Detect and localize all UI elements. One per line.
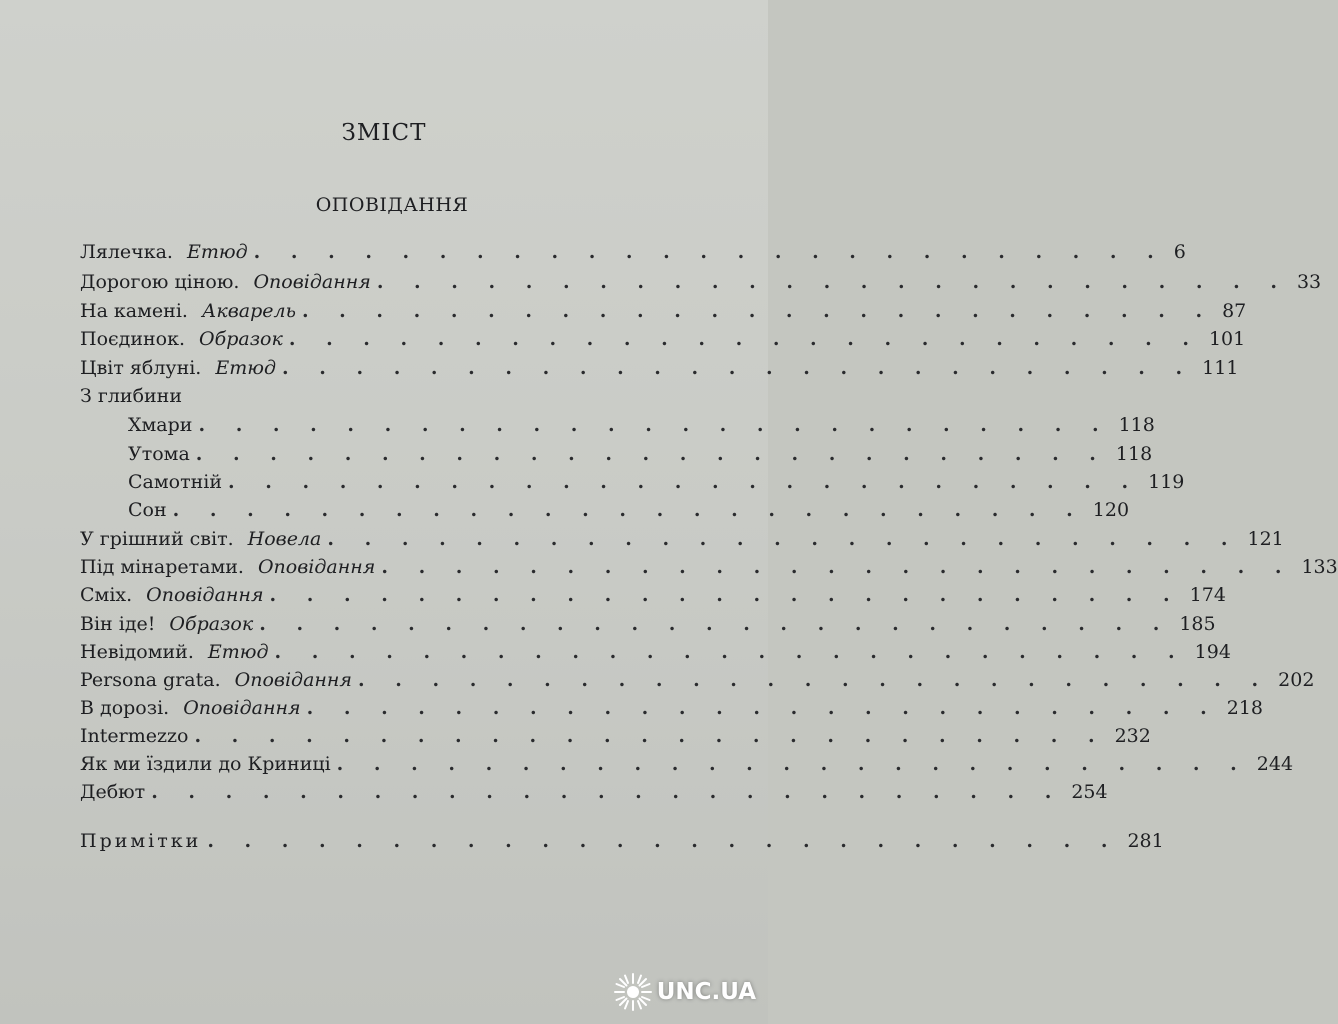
entry-title: Поєдинок. — [80, 328, 186, 350]
page-number: 244 — [1256, 753, 1294, 775]
page-number: 87 — [1222, 300, 1247, 322]
dot-leader: . . . . . . . . . . . . . . . . . . . . . . . . . — [151, 781, 1064, 803]
dot-leader: . . . . . . . . . . . . . . . . . . . . . . . . . — [301, 300, 1215, 322]
page-number: 118 — [1118, 414, 1155, 436]
dot-leader: . . . . . . . . . . . . . . . . . . . . . . . . . — [274, 641, 1187, 663]
entry-genre: Оповідання — [253, 271, 371, 293]
entry-title: З глибини — [80, 385, 182, 407]
page-number: 133 — [1301, 556, 1338, 578]
page-number: 254 — [1071, 781, 1108, 803]
entry-genre: Акварель — [201, 300, 296, 322]
entry-title: На камені. — [80, 300, 188, 322]
entry-genre: Етюд — [186, 241, 248, 263]
toc-entry — [80, 298, 1247, 325]
entry-title: Як ми їздили до Криниці — [80, 753, 331, 775]
toc-subentry — [128, 412, 1155, 439]
entry-genre: Етюд — [215, 357, 277, 379]
page-number: 281 — [1127, 830, 1164, 852]
entry-genre: Етюд — [207, 641, 269, 663]
page-number: 120 — [1092, 499, 1130, 521]
dot-leader: . . . . . . . . . . . . . . . . . . . . . . . . . — [336, 753, 1249, 775]
dot-leader: . . . . . . . . . . . . . . . . . . . . . . . . . — [381, 556, 1294, 578]
toc-entry — [80, 526, 1284, 553]
entry-title: Цвіт яблуні. — [80, 357, 202, 379]
entry-genre: Новела — [247, 528, 322, 550]
toc-group-heading — [80, 383, 705, 410]
entry-genre: Оповідання — [257, 556, 376, 578]
entry-title: У грішний світ. — [80, 528, 234, 550]
dot-leader: . . . . . . . . . . . . . . . . . . . . . . . . . — [376, 271, 1289, 293]
entry-genre: Образок — [169, 613, 254, 635]
page-number: 174 — [1189, 584, 1226, 606]
page-number: 218 — [1226, 697, 1263, 719]
dot-leader: . . . . . . . . . . . . . . . . . . . . . . . . . — [194, 725, 1107, 747]
toc-entry — [80, 269, 1322, 296]
dot-leader: . . . . . . . . . . . . . . . . . . . . . . . . . — [228, 471, 1141, 493]
toc-entry — [80, 723, 1151, 750]
dot-leader: . . . . . . . . . . . . . . . . . . . . . . . . . — [253, 241, 1166, 263]
dot-leader: . . . . . . . . . . . . . . . . . . . . . . . . . — [207, 830, 1120, 852]
toc-entry — [80, 779, 1108, 806]
page-number: 185 — [1179, 613, 1216, 635]
watermark-text: UNC.UA — [656, 979, 756, 1005]
entry-genre: Образок — [199, 328, 283, 350]
page-number: 118 — [1115, 443, 1153, 465]
dot-leader: . . . . . . . . . . . . . . . . . . . . . . . . . — [195, 443, 1108, 465]
toc-entry — [80, 751, 1294, 778]
entry-title: Під мінаретами. — [80, 556, 244, 578]
toc-subentry — [128, 497, 1130, 524]
entry-title: Дебют — [80, 781, 146, 803]
page-number: 121 — [1247, 528, 1284, 550]
entry-title: Лялечка. — [80, 241, 173, 263]
site-watermark — [613, 972, 756, 1012]
page-number: 202 — [1278, 669, 1315, 691]
entry-title: Сміх. — [80, 584, 133, 606]
toc-entry — [80, 355, 1239, 382]
entry-title: В дорозі. — [80, 697, 170, 719]
toc-entry — [80, 695, 1263, 722]
toc-entry — [80, 239, 1186, 266]
entry-title: Persona grata. — [80, 669, 221, 691]
dot-leader: . . . . . . . . . . . . . . . . . . . . . . . . . — [327, 528, 1240, 550]
entry-title: Невідомий. — [80, 641, 194, 663]
page-number: 111 — [1202, 357, 1239, 379]
section-heading: ОПОВІДАННЯ — [315, 194, 469, 216]
toc-entry — [80, 611, 1216, 638]
toc-entry — [80, 554, 1338, 581]
dot-leader: . . . . . . . . . . . . . . . . . . . . . . . . . — [358, 669, 1271, 691]
dot-leader: . . . . . . . . . . . . . . . . . . . . . . . . . — [269, 584, 1182, 606]
toc-subentry — [128, 441, 1153, 468]
entry-title: Дорогою ціною. — [80, 271, 240, 293]
toc-notes-entry — [80, 828, 1164, 855]
dot-leader: . . . . . . . . . . . . . . . . . . . . . . . . . — [288, 328, 1201, 350]
page-number: 6 — [1173, 241, 1186, 263]
page-number: 101 — [1208, 328, 1246, 350]
entry-genre: Оповідання — [146, 584, 264, 606]
entry-title: Хмари — [128, 414, 193, 436]
entry-genre: Оповідання — [183, 697, 301, 719]
page-number: 194 — [1194, 641, 1231, 663]
toc-subentry — [128, 469, 1185, 496]
sunburst-logo-icon — [613, 972, 653, 1012]
dot-leader: . . . . . . . . . . . . . . . . . . . . . . . . . — [172, 499, 1085, 521]
dot-leader: . . . . . . . . . . . . . . . . . . . . . . . . . — [282, 357, 1195, 379]
dot-leader: . . . . . . . . . . . . . . . . . . . . . . . . . — [259, 613, 1172, 635]
page-title: ЗМІСТ — [341, 120, 427, 146]
dot-leader: . . . . . . . . . . . . . . . . . . . . . . . . . — [306, 697, 1219, 719]
notes-title: Примітки — [80, 830, 202, 852]
page-number: 119 — [1148, 471, 1185, 493]
entry-title: Він іде! — [80, 613, 156, 635]
toc-entry — [80, 667, 1315, 694]
entry-title: Утома — [128, 443, 190, 465]
toc-entry — [80, 582, 1226, 609]
entry-title: Самотній — [128, 471, 222, 493]
page-number: 232 — [1114, 725, 1151, 747]
entry-title: Сон — [128, 499, 167, 521]
toc-entry — [80, 639, 1231, 666]
entry-genre: Оповідання — [234, 669, 353, 691]
dot-leader: . . . . . . . . . . . . . . . . . . . . . . . . . — [198, 414, 1111, 436]
toc-entry — [80, 326, 1246, 353]
entry-title: Intermezzo — [80, 725, 189, 747]
page-number: 33 — [1296, 271, 1322, 293]
